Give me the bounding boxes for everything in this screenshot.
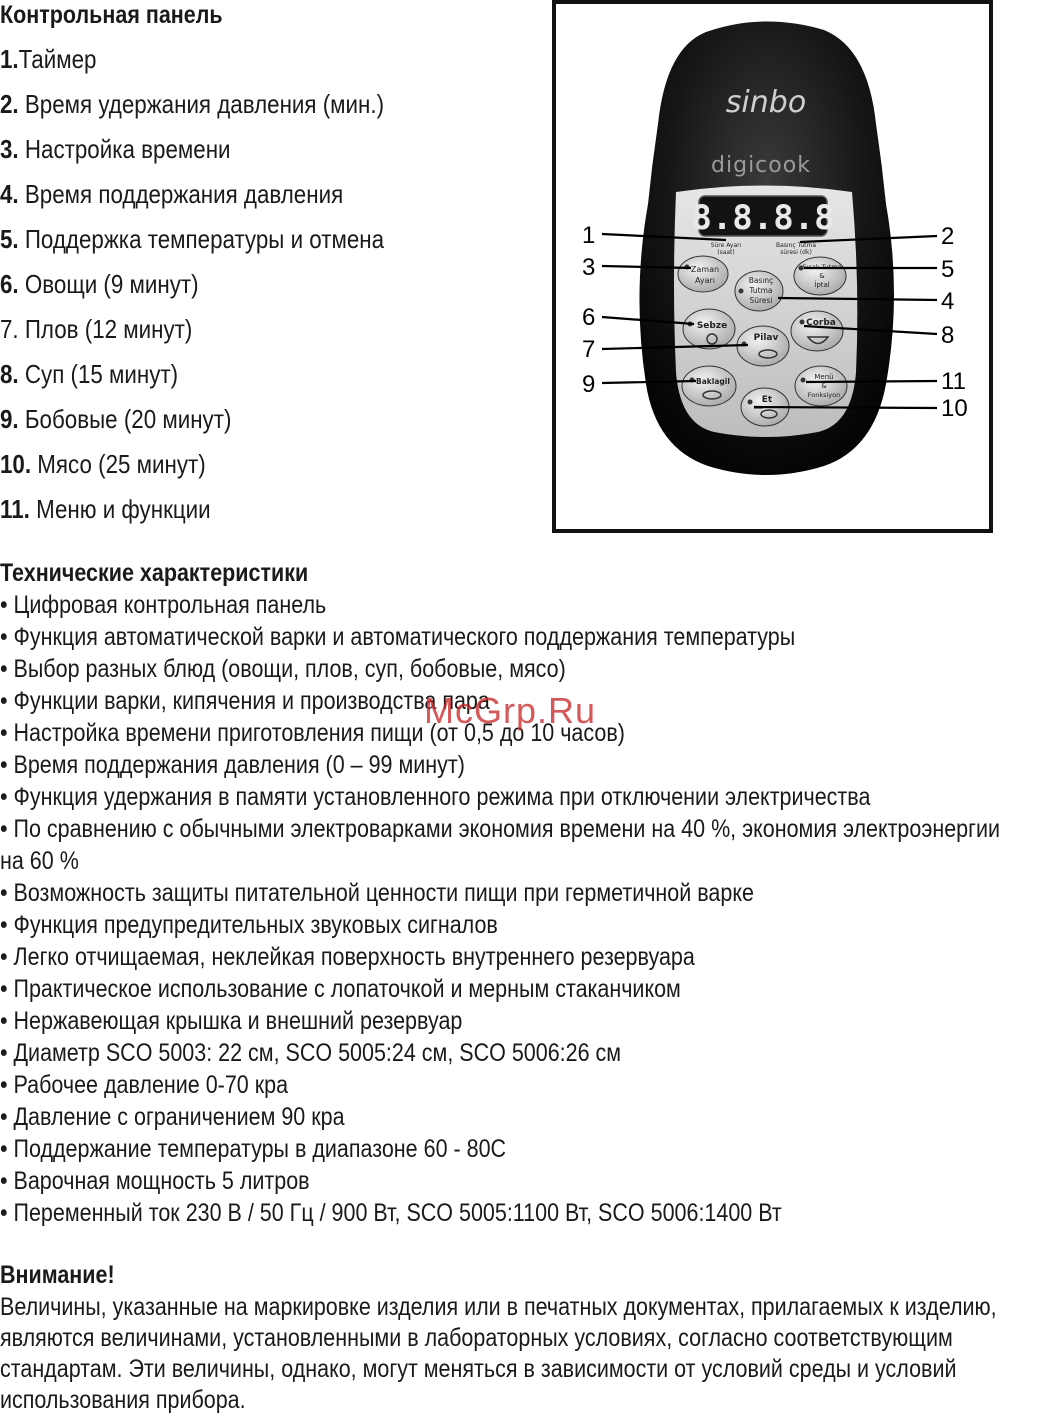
- item-text: Таймер: [18, 44, 97, 74]
- button-label: İptal: [814, 281, 830, 289]
- button-label: Et: [761, 395, 773, 405]
- baklagil-button[interactable]: [682, 366, 736, 406]
- item-number: 1.: [0, 44, 19, 74]
- item-number: 8.: [0, 359, 19, 389]
- basinc-tutma-button[interactable]: [735, 271, 783, 311]
- panel-legend-list: [0, 44, 447, 539]
- spec-item-text: • Легко отчищаемая, неклейкая поверхность внутреннего резервуара: [0, 943, 695, 971]
- spec-item: [0, 1197, 1037, 1229]
- spec-item-text: • Функция предупредительных звуковых сигналов: [0, 911, 498, 939]
- button-label: &: [821, 382, 827, 390]
- spec-item: [0, 1133, 1037, 1165]
- button-label: Süresi: [749, 296, 773, 305]
- item-number: 6.: [0, 269, 19, 299]
- watermark: McGrp.Ru: [424, 690, 597, 731]
- specs-list: [0, 589, 1037, 1229]
- item-number: 10.: [0, 449, 32, 479]
- spec-item-text: • По сравнению с обычными электроварками экономия времени на 40 %, экономия электроэнергии: [0, 815, 1000, 843]
- led-digits: 8.8.8.8: [691, 198, 835, 238]
- spec-item: [0, 877, 1037, 909]
- corba-button[interactable]: [791, 311, 843, 351]
- spec-item: [0, 909, 1037, 941]
- spec-item-text: • Поддержание температуры в диапазоне 60 - 80С: [0, 1135, 507, 1163]
- button-label: Baklagil: [696, 377, 730, 386]
- panel-item-5: [0, 224, 447, 269]
- spec-item: [0, 749, 1037, 781]
- spec-item-text: • Практическое использование с лопаточкой и мерным стаканчиком: [0, 975, 681, 1003]
- spec-item: [0, 941, 1037, 973]
- item-text: Плов (12 минут): [18, 314, 193, 344]
- panel-item-10: [0, 449, 447, 494]
- item-number: 9.: [0, 404, 19, 434]
- button-label: Zaman: [690, 265, 720, 274]
- panel-item-1: [0, 44, 447, 89]
- brand-logo: sinbo: [725, 85, 807, 120]
- callout-7: 7: [582, 336, 596, 363]
- item-text: Меню и функции: [29, 494, 211, 524]
- display-caption-right: Basınç Tutma: [775, 242, 817, 249]
- warning-line: стандартам. Эти величины, однако, могут меняться в зависимости от условий среды и условий: [0, 1355, 957, 1383]
- spec-item: [0, 813, 1037, 845]
- panel-heading-text: Контрольная панель: [0, 1, 223, 29]
- button-label: &: [819, 272, 825, 280]
- spec-item-text: • Нержавеющая крышка и внешний резервуар: [0, 1007, 463, 1035]
- spec-item-text: • Функция автоматической варки и автоматического поддержания температуры: [0, 623, 796, 651]
- spec-item-text: • Рабочее давление 0-70 кра: [0, 1071, 289, 1099]
- callout-10: 10: [941, 395, 968, 422]
- zaman-ayari-button[interactable]: [678, 256, 728, 292]
- panel-item-9: [0, 404, 447, 449]
- button-label: Sıcak Tutma: [802, 263, 842, 271]
- button-label: Çorba: [806, 318, 836, 328]
- item-text: Овощи (9 минут): [18, 269, 199, 299]
- warning-paragraph: [0, 1292, 1037, 1416]
- display-caption-right-2: süresi (dk): [780, 249, 812, 256]
- spec-item-text: • Время поддержания давления (0 – 99 минут): [0, 751, 465, 779]
- panel-item-11: [0, 494, 447, 539]
- spec-item-text: • Возможность защиты питательной ценности пищи при герметичной варке: [0, 879, 754, 907]
- callout-3: 3: [582, 254, 596, 281]
- item-number: 5.: [0, 224, 19, 254]
- item-number: 2.: [0, 89, 19, 119]
- callout-8: 8: [941, 322, 955, 349]
- spec-item-text: • Цифровая контрольная панель: [0, 591, 327, 619]
- callout-1: 1: [582, 222, 596, 249]
- button-label: Menü: [814, 373, 834, 381]
- specs-heading: [0, 558, 358, 588]
- button-label: Sebze: [696, 321, 728, 331]
- panel-item-3: [0, 134, 447, 179]
- button-label: Ayarı: [694, 276, 716, 285]
- warning-line: Величины, указанные на маркировке изделия или в печатных документах, прилагаемых к изделию,: [0, 1293, 997, 1321]
- spec-item-text: • Функция удержания в памяти установленного режима при отключении электричества: [0, 783, 871, 811]
- callout-5: 5: [941, 256, 955, 283]
- item-text: Поддержка температуры и отмена: [18, 224, 385, 254]
- spec-item: [0, 1069, 1037, 1101]
- spec-item: [0, 1101, 1037, 1133]
- spec-item: [0, 845, 1037, 877]
- specs-heading-text: Технические характеристики: [0, 559, 309, 587]
- display-caption-left: Süre Ayarı: [710, 242, 742, 249]
- spec-item: [0, 621, 1037, 653]
- item-number: 4.: [0, 179, 19, 209]
- button-label: Pilav: [753, 333, 779, 343]
- callout-6: 6: [582, 304, 596, 331]
- model-logo: digicook: [711, 153, 811, 178]
- button-label: Tutma: [749, 286, 773, 295]
- spec-item-text: • Настройка времени приготовления пищи (от 0,5 до 10 часов): [0, 719, 625, 747]
- panel-heading: [0, 0, 259, 30]
- spec-item: [0, 653, 1037, 685]
- spec-item-text: • Функции варки, кипячения и производства пара: [0, 687, 490, 715]
- spec-item: [0, 1165, 1037, 1197]
- warning-heading: [0, 1260, 133, 1290]
- button-label: Fonksiyon: [807, 391, 841, 399]
- callout-11: 11: [941, 368, 966, 395]
- panel-item-8: [0, 359, 447, 404]
- item-text: Время поддержания давления: [18, 179, 344, 209]
- callout-2: 2: [941, 223, 955, 250]
- spec-item-text: • Варочная мощность 5 литров: [0, 1167, 310, 1195]
- spec-item-text: • Давление с ограничением 90 кра: [0, 1103, 345, 1131]
- warning-line: использования прибора.: [0, 1386, 246, 1414]
- item-number: 7.: [0, 314, 19, 344]
- panel-item-4: [0, 179, 447, 224]
- item-text: Суп (15 минут): [18, 359, 179, 389]
- spec-item: [0, 589, 1037, 621]
- panel-item-2: [0, 89, 447, 134]
- menu-fonksiyon-button[interactable]: [795, 366, 847, 406]
- spec-item: [0, 781, 1037, 813]
- item-text: Время удержания давления (мин.): [18, 89, 385, 119]
- spec-item-text: • Выбор разных блюд (овощи, плов, суп, бобовые, мясо): [0, 655, 566, 683]
- item-text: Бобовые (20 минут): [18, 404, 232, 434]
- control-panel-photo: [552, 0, 993, 533]
- callout-4: 4: [941, 288, 955, 315]
- warning-line: являются величинами, установленными в лабораторных условиях, согласно соответствующим: [0, 1324, 953, 1352]
- spec-item: [0, 1005, 1037, 1037]
- sicak-tutma-iptal-button[interactable]: [794, 257, 846, 295]
- spec-item-text: на 60 %: [0, 847, 79, 875]
- spec-item-text: • Переменный ток 230 В / 50 Гц / 900 Вт, SCO 5005:1100 Вт, SCO 5006:1400 Вт: [0, 1199, 782, 1227]
- panel-item-7: [0, 314, 447, 359]
- panel-item-6: [0, 269, 447, 314]
- spec-item: [0, 1037, 1037, 1069]
- spec-item: [0, 973, 1037, 1005]
- item-text: Мясо (25 минут): [31, 449, 206, 479]
- button-label: Basınç: [748, 276, 774, 285]
- sebze-button[interactable]: [683, 309, 735, 349]
- item-number: 3.: [0, 134, 19, 164]
- item-number: 11.: [0, 494, 30, 524]
- spec-item-text: • Диаметр SCO 5003: 22 см, SCO 5005:24 см, SCO 5006:26 см: [0, 1039, 622, 1067]
- control-panel-illustration: [556, 4, 989, 529]
- display-caption-left-2: (saat): [717, 249, 735, 256]
- item-text: Настройка времени: [18, 134, 231, 164]
- warning-heading-text: Внимание!: [0, 1261, 115, 1289]
- callout-9: 9: [582, 371, 596, 398]
